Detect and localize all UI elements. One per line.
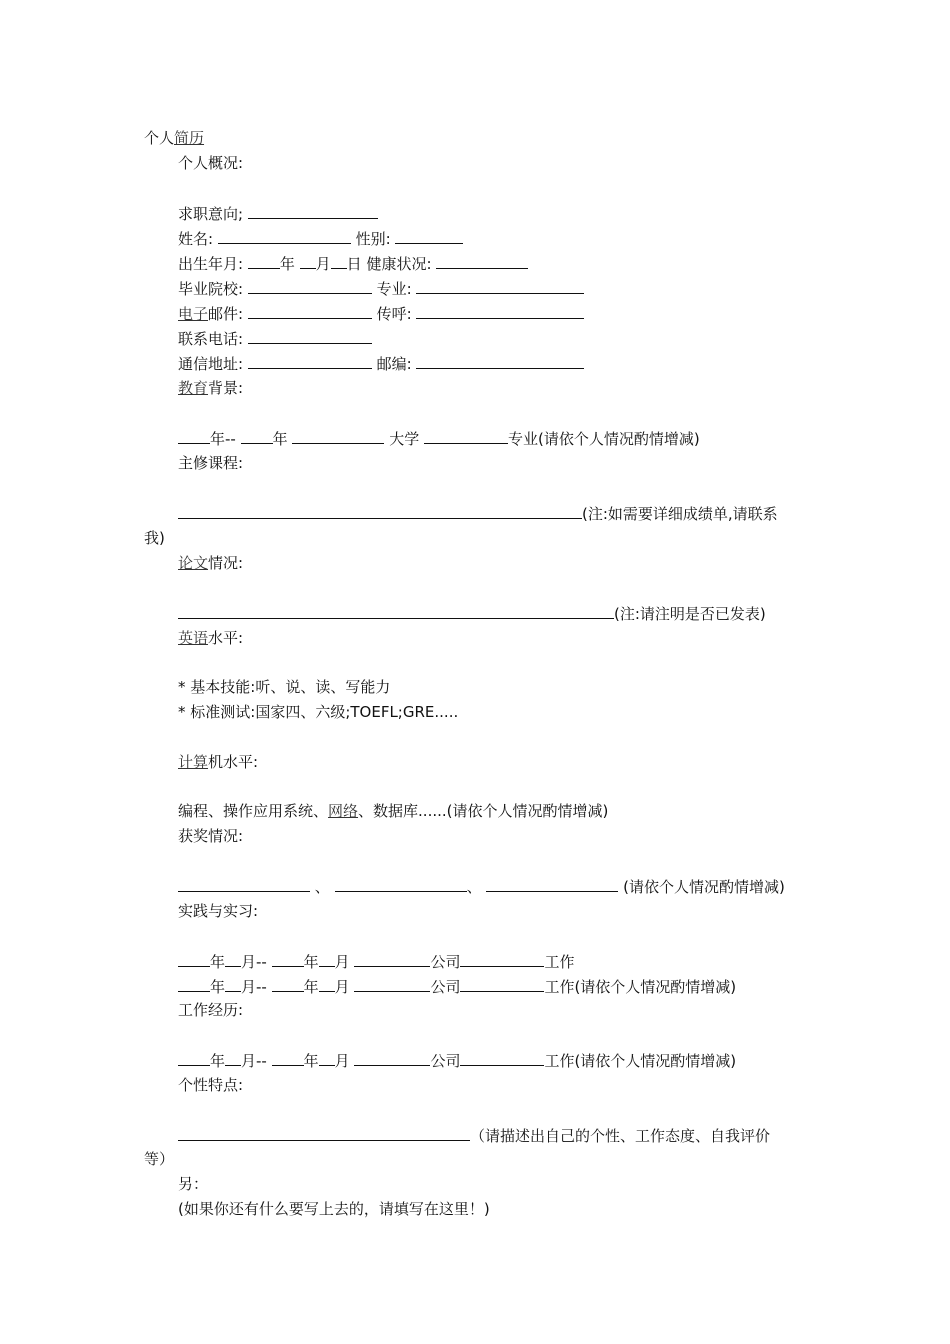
- education-label: 背景:: [208, 379, 244, 397]
- awards-heading: 获奖情况:: [178, 827, 244, 845]
- job-intent-blank[interactable]: [248, 203, 378, 219]
- month-text: 月: [315, 255, 331, 273]
- year-dash-text: 年--: [210, 430, 236, 448]
- personality-note-continued: 等）: [144, 1150, 175, 1168]
- edu-major-note: 专业(请依个人情况酌情增减): [507, 430, 700, 448]
- month-dash-text: 月--: [241, 978, 267, 996]
- computer-label: 机水平:: [208, 753, 259, 771]
- end-month-blank[interactable]: [319, 976, 335, 992]
- name-gender-row: [178, 228, 463, 248]
- section-education-heading: [178, 378, 243, 398]
- practice-row-2: [178, 976, 736, 996]
- thesis-label: 情况:: [208, 554, 244, 572]
- email-pager-row: [178, 303, 584, 323]
- end-year-blank[interactable]: [272, 951, 304, 967]
- document-title: [144, 128, 204, 148]
- edu-univ-blank[interactable]: [292, 428, 384, 444]
- courses-note-continued: 我): [144, 529, 165, 547]
- separator-text: 、: [466, 878, 482, 896]
- major-blank[interactable]: [416, 278, 584, 294]
- health-blank[interactable]: [436, 253, 528, 269]
- thesis-row: [178, 603, 766, 623]
- year-text: 年: [210, 1052, 226, 1070]
- courses-note: (注:如需要详细成绩单,请联系: [582, 505, 778, 523]
- computer-text-b: 、数据库......(请依个人情况酌情增减): [358, 802, 609, 820]
- job-intent-label: 求职意向;: [178, 205, 244, 223]
- health-label: 健康状况:: [366, 255, 432, 273]
- end-month-blank[interactable]: [319, 1050, 335, 1066]
- year-text: 年: [303, 953, 319, 971]
- computer-link[interactable]: 计算: [178, 753, 209, 771]
- birth-year-blank[interactable]: [248, 253, 280, 269]
- company-label: 公司: [430, 1052, 461, 1070]
- job-note: 工作(请依个人情况酌情增减): [544, 978, 737, 996]
- thesis-link[interactable]: 论文: [178, 554, 209, 572]
- thesis-blank[interactable]: [178, 603, 614, 619]
- job-label: 工作: [544, 953, 575, 971]
- email-blank[interactable]: [248, 303, 372, 319]
- thesis-note: (注:请注明是否已发表): [614, 605, 766, 623]
- birth-label: 出生年月:: [178, 255, 244, 273]
- address-blank[interactable]: [248, 353, 372, 369]
- day-text: 日: [346, 255, 362, 273]
- end-year-blank[interactable]: [272, 1050, 304, 1066]
- email-label: 邮件:: [208, 305, 244, 323]
- zip-label: 邮编:: [376, 355, 412, 373]
- work-heading: 工作经历:: [178, 1001, 244, 1019]
- company-blank[interactable]: [354, 951, 430, 967]
- month-dash-text: 月--: [241, 1052, 267, 1070]
- school-blank[interactable]: [248, 278, 372, 294]
- personality-note: （请描述出自己的个性、工作态度、自我评价: [470, 1127, 771, 1145]
- name-blank[interactable]: [218, 228, 351, 244]
- thesis-heading: [178, 553, 243, 573]
- computer-heading: [178, 752, 258, 772]
- month-text: 月: [334, 1052, 350, 1070]
- job-blank[interactable]: [460, 1050, 544, 1066]
- personality-blank[interactable]: [178, 1125, 470, 1141]
- year-text: 年: [210, 978, 226, 996]
- work-row: [178, 1050, 736, 1070]
- practice-heading: 实践与实习:: [178, 902, 259, 920]
- computer-text-a: 编程、操作应用系统、: [178, 802, 329, 820]
- school-label: 毕业院校:: [178, 280, 244, 298]
- company-label: 公司: [430, 953, 461, 971]
- job-blank[interactable]: [460, 951, 544, 967]
- awards-row: [178, 876, 785, 896]
- title-text: 个人: [144, 129, 175, 147]
- awards-note: (请依个人情况酌情增减): [618, 878, 785, 896]
- other-heading: 另：: [178, 1175, 209, 1193]
- end-month-blank[interactable]: [319, 951, 335, 967]
- school-major-row: [178, 278, 584, 298]
- month-dash-text: 月--: [241, 953, 267, 971]
- year-text: 年: [279, 255, 295, 273]
- birth-month-blank[interactable]: [300, 253, 316, 269]
- phone-blank[interactable]: [248, 328, 372, 344]
- start-year-blank[interactable]: [178, 951, 210, 967]
- section-overview-heading: 个人概况:: [178, 154, 244, 172]
- year-text: 年: [303, 978, 319, 996]
- pager-label: 传呼:: [376, 305, 412, 323]
- company-label: 公司: [430, 978, 461, 996]
- award-blank-2[interactable]: [335, 876, 467, 892]
- year-text: 年: [210, 953, 226, 971]
- pager-blank[interactable]: [416, 303, 584, 319]
- start-month-blank[interactable]: [225, 1050, 241, 1066]
- start-month-blank[interactable]: [225, 951, 241, 967]
- phone-row: [178, 328, 372, 348]
- birth-health-row: [178, 253, 528, 273]
- courses-heading: 主修课程:: [178, 454, 244, 472]
- title-link[interactable]: 简历: [174, 129, 205, 147]
- major-label: 专业:: [376, 280, 412, 298]
- education-row: [178, 428, 700, 448]
- name-label: 姓名:: [178, 230, 214, 248]
- year-text: 年: [303, 1052, 319, 1070]
- phone-label: 联系电话:: [178, 330, 244, 348]
- start-month-blank[interactable]: [225, 976, 241, 992]
- award-blank-3[interactable]: [486, 876, 618, 892]
- courses-row: [178, 503, 778, 523]
- address-zip-row: [178, 353, 584, 373]
- company-blank[interactable]: [354, 1050, 430, 1066]
- english-heading: [178, 628, 243, 648]
- english-link[interactable]: 英语: [178, 629, 209, 647]
- job-note: 工作(请依个人情况酌情增减): [544, 1052, 737, 1070]
- gender-blank[interactable]: [395, 228, 463, 244]
- computer-row: [178, 801, 608, 821]
- zip-blank[interactable]: [416, 353, 584, 369]
- education-link[interactable]: 教育: [178, 379, 209, 397]
- email-link[interactable]: 电子: [178, 305, 209, 323]
- address-label: 通信地址:: [178, 355, 244, 373]
- edu-start-blank[interactable]: [178, 428, 210, 444]
- edu-end-blank[interactable]: [241, 428, 273, 444]
- english-label: 水平:: [208, 629, 244, 647]
- practice-row-1: [178, 951, 574, 971]
- month-text: 月: [334, 978, 350, 996]
- other-note: (如果你还有什么要写上去的，请填写在这里！): [178, 1200, 490, 1218]
- courses-blank[interactable]: [178, 503, 582, 519]
- personality-row: [178, 1125, 770, 1145]
- personality-heading: 个性特点:: [178, 1076, 244, 1094]
- company-blank[interactable]: [354, 976, 430, 992]
- start-year-blank[interactable]: [178, 1050, 210, 1066]
- award-blank-1[interactable]: [178, 876, 310, 892]
- month-text: 月: [334, 953, 350, 971]
- gender-label: 性别:: [355, 230, 391, 248]
- year-text: 年: [272, 430, 288, 448]
- job-blank[interactable]: [460, 976, 544, 992]
- network-link[interactable]: 网络: [328, 802, 359, 820]
- edu-major-blank[interactable]: [424, 428, 508, 444]
- birth-day-blank[interactable]: [331, 253, 347, 269]
- start-year-blank[interactable]: [178, 976, 210, 992]
- separator-text: 、: [314, 878, 330, 896]
- job-intent-row: [178, 203, 378, 223]
- english-bullet-2: * 标准测试:国家四、六级;TOEFL;GRE.....: [178, 703, 459, 721]
- university-label: 大学: [389, 430, 420, 448]
- english-bullet-1: * 基本技能:听、说、读、写能力: [178, 678, 391, 696]
- end-year-blank[interactable]: [272, 976, 304, 992]
